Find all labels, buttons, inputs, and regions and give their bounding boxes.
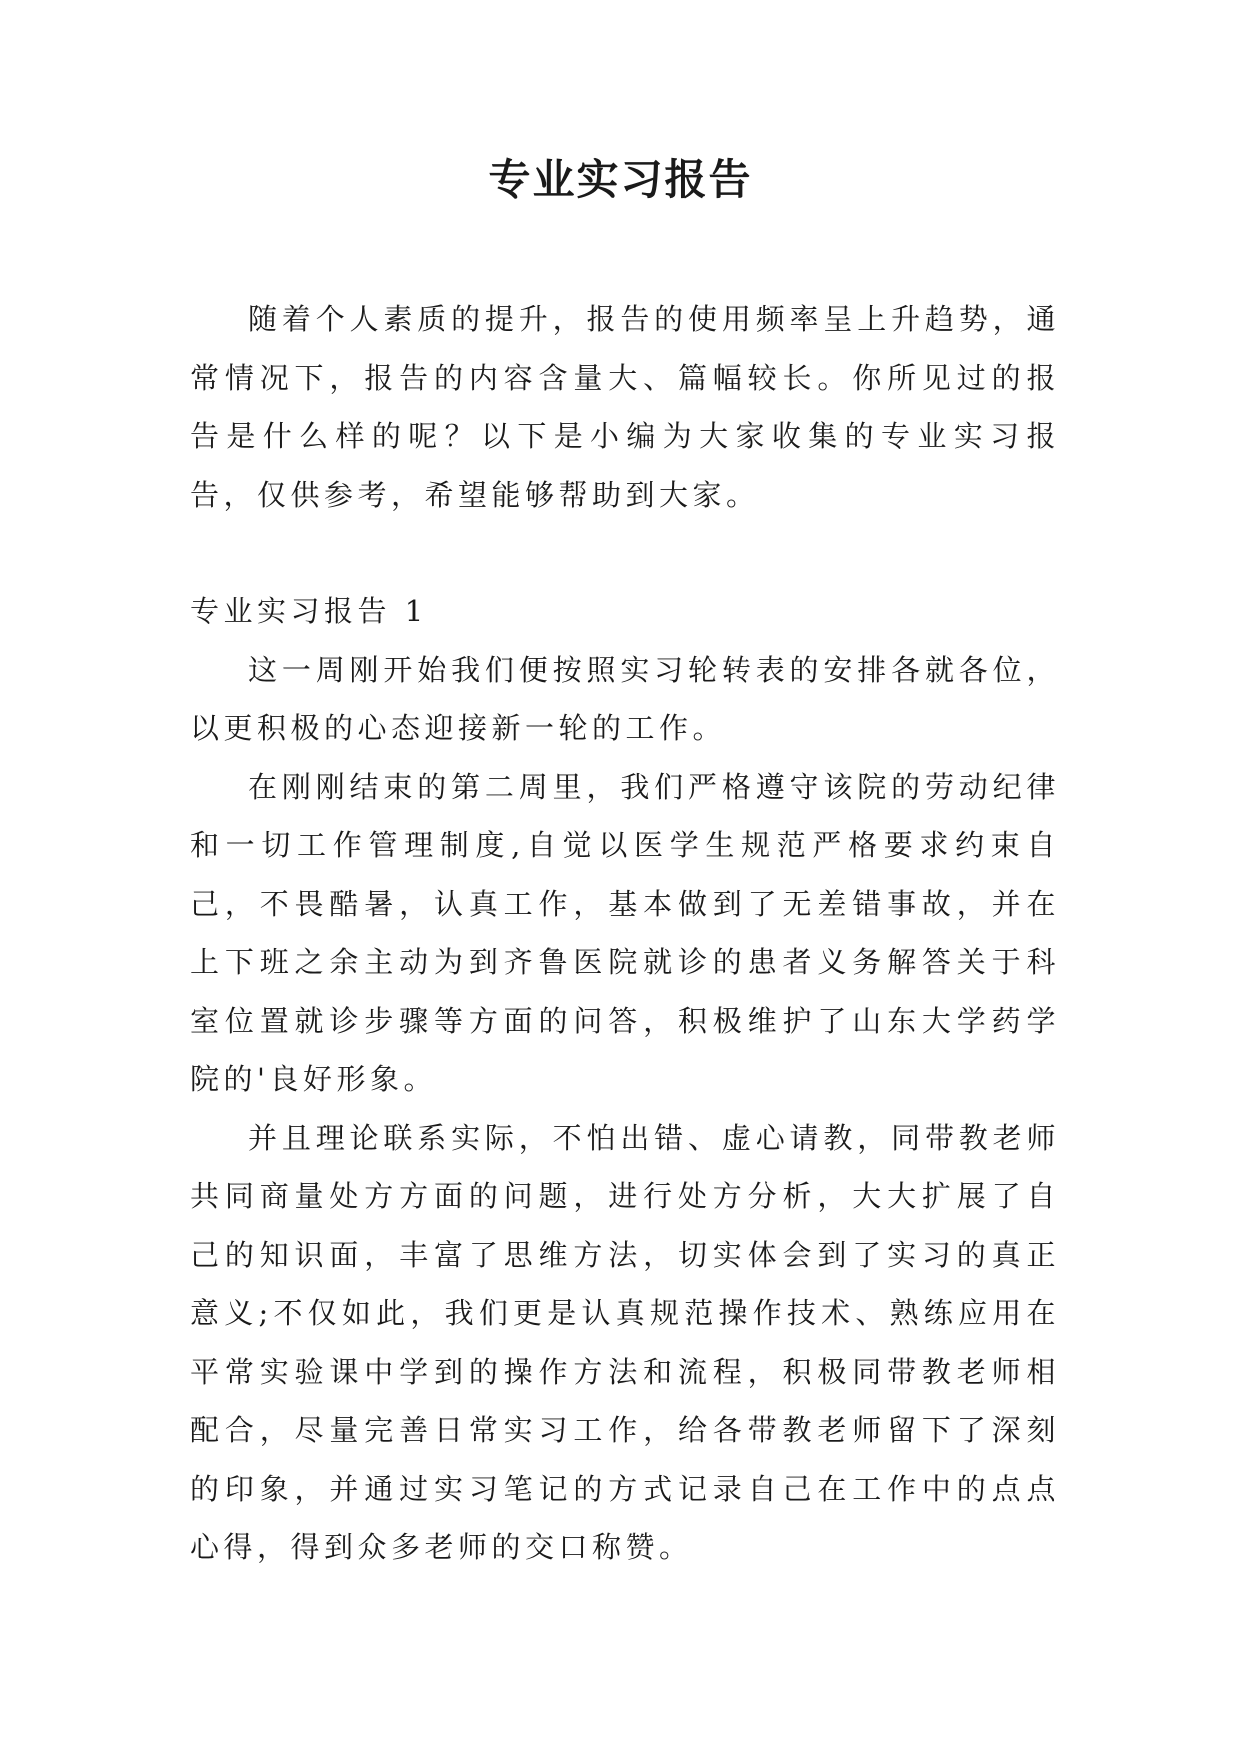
document-title: 专业实习报告	[488, 155, 753, 204]
body-paragraph-3: 并且理论联系实际，不怕出错、虚心请教，同带教老师共同商量处方方面的问题，进行处方分析，大大扩展了自己的知识面，丰富了思维方法，切实体会到了实习的真正意义;不仅如此，我们更是认真规范操作技术、熟练应用在平常实验课中学到的操作方法和流程，积极同带教老师相配合，尽量完善日常实习工作，给各带教老师留下了深刻的印象，并通过实习笔记的方式记录自己在工作中的点点心得，得到众多老师的交口称赞。	[190, 1120, 1060, 1564]
section-heading: 专业实习报告 1	[190, 594, 428, 628]
body-paragraph-1: 这一周刚开始我们便按照实习轮转表的安排各就各位，以更积极的心态迎接新一轮的工作。	[190, 652, 1060, 745]
document-body	[190, 290, 1060, 1577]
body-paragraph-2: 在刚刚结束的第二周里，我们严格遵守该院的劳动纪律和一切工作管理制度,自觉以医学生规范严格要求约束自己，不畏酷暑，认真工作，基本做到了无差错事故，并在上下班之余主动为到齐鲁医院就诊的患者义务解答关于科室位置就诊步骤等方面的问答，积极维护了山东大学药学院的'良好形象。	[190, 769, 1060, 1096]
intro-paragraph: 随着个人素质的提升，报告的使用频率呈上升趋势，通常情况下，报告的内容含量大、篇幅较长。你所见过的报告是什么样的呢？以下是小编为大家收集的专业实习报告，仅供参考，希望能够帮助到大家。	[190, 302, 1060, 512]
